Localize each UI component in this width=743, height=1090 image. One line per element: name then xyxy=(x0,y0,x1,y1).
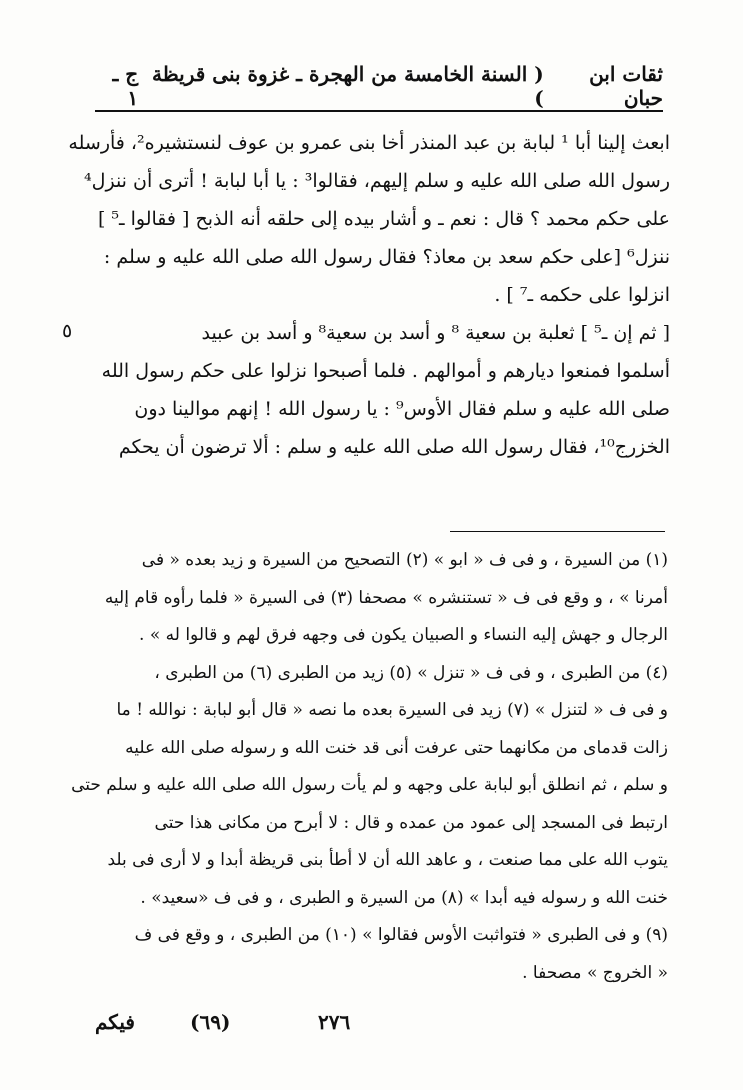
main-text xyxy=(68,124,670,466)
footnote-line: « الخروج » مصحفا . xyxy=(522,962,668,983)
footnote-line: زالت قدماى من مكانهما حتى عرفت أنى قد خنت الله و رسوله صلى الله عليه xyxy=(125,737,668,758)
footnote-line: الرجال و جهش إليه النساء و الصبيان يكون فى وجهه فرق لهم و قالوا له » . xyxy=(139,625,668,645)
footer-sheet-number: (٦٩) xyxy=(190,1010,231,1034)
footnote-line: (١) من السيرة ، و فى ف « ابو » (٢) التصحيح من السيرة و زيد بعده « فى xyxy=(141,550,668,570)
footnote-line: و سلم ، ثم انطلق أبو لبابة على وجهه و لم يأت رسول الله صلى الله عليه و سلم حتى xyxy=(71,775,668,795)
footnote-line: و فى ف « لتنزل » (٧) زيد فى السيرة بعده ما نصه « قال أبو لبابة : نوالله ! ما xyxy=(116,700,668,720)
footnote-line: (٩) و فى الطبرى « فتواثبت الأوس فقالوا » (١٠) من الطبرى ، و وقع فى ف xyxy=(134,925,668,945)
page-footer xyxy=(0,1010,743,1050)
header-divider xyxy=(95,110,663,112)
footnote-line: (٤) من الطبرى ، و فى ف « تنزل » (٥) زيد من الطبرى (٦) من الطبرى ، xyxy=(154,662,668,683)
text-line: انزلوا على حكمه ـ⁷ ] . xyxy=(494,284,670,306)
running-header xyxy=(95,62,663,110)
header-book-title: ثقات ابن حبان xyxy=(589,62,663,110)
footnote-line: يتوب الله على مما صنعت ، و عاهد الله أن لا أطأ بنى قريظة أبدا و لا أرى فى بلد xyxy=(107,850,668,870)
footnote-divider xyxy=(450,531,665,532)
text-line: على حكم محمد ؟ قال : نعم ـ و أشار بيده إلى حلقه أنه الذبح [ فقالوا ـ⁵ ] xyxy=(97,208,670,230)
text-line: [ ثم إن ـ⁵ ] ثعلبة بن سعية ⁸ و أسد بن سعية⁸ و أسد بن عبيد xyxy=(201,322,670,344)
text-line: ننزل⁶ [على حكم سعد بن معاذ؟ فقال رسول الله صلى الله عليه و سلم : xyxy=(103,246,670,268)
page-number: ٢٧٦ xyxy=(318,1010,351,1034)
footnote-line: خنت الله و رسوله فيه أبدا » (٨) من السيرة و الطبرى ، و فى ف «سعيد» . xyxy=(140,887,668,908)
header-volume: ج ـ ١ xyxy=(112,62,139,110)
footer-catchword: فيكم xyxy=(95,1010,135,1034)
line-number-marker: ٥ xyxy=(62,320,73,342)
text-line: أسلموا فمنعوا ديارهم و أموالهم . فلما أصبحوا نزلوا على حكم رسول الله xyxy=(101,360,670,382)
text-line: الخزرج¹⁰، فقال رسول الله صلى الله عليه و سلم : ألا ترضون أن يحكم xyxy=(118,436,670,458)
text-line: رسول الله صلى الله عليه و سلم إليهم، فقالوا³ : يا أبا لبابة ! أترى أن ننزل⁴ xyxy=(84,170,670,192)
text-line: ابعث إلينا أبا ¹ لبابة بن عبد المنذر أخا بنى عمرو بن عوف لنستشيره²، فأرسله xyxy=(68,132,670,154)
footnotes xyxy=(70,542,668,992)
text-line: صلى الله عليه و سلم فقال الأوس⁹ : يا رسول الله ! إنهم موالينا دون xyxy=(134,398,670,420)
header-section-title: ( السنة الخامسة من الهجرة ـ غزوة بنى قريظة ) xyxy=(152,62,544,110)
footnote-line: ارتبط فى المسجد إلى عمود من عمده و قال : لا أبرح من مكانى هذا حتى xyxy=(154,812,668,833)
footnote-line: أمرنا » ، و وقع فى ف « تستنشره » مصحفا (٣) فى السيرة « فلما رأوه قام إليه xyxy=(104,587,668,608)
